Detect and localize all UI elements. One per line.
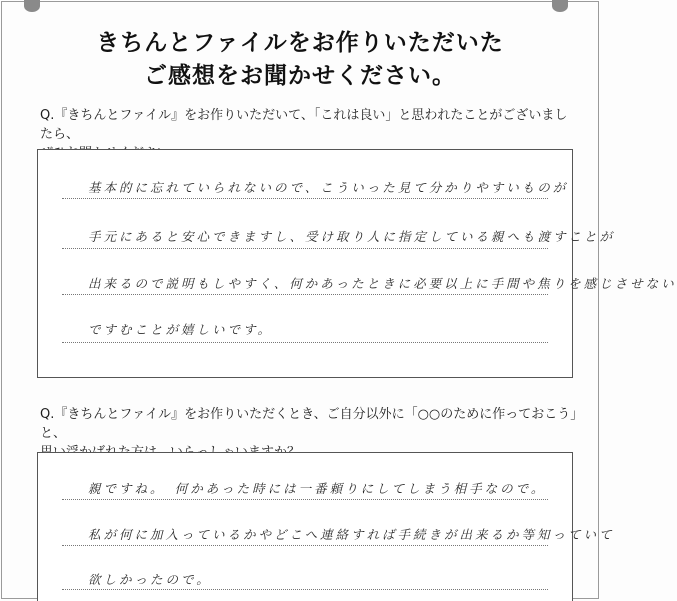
answer2-text-line: 親ですね。 何かあった時には一番頼りにしてしまう相手なので。 xyxy=(88,481,547,496)
answer1-rule xyxy=(62,248,548,249)
answer1-rule xyxy=(62,342,548,343)
answer2-text-line: 欲しかったので。 xyxy=(88,572,212,587)
answer1-text-line: ですむことが嬉しいです。 xyxy=(88,322,274,337)
answer1-rule xyxy=(62,294,548,295)
answer1-text-line: 出来るので説明もしやすく、何かあったときに必要以上に手間や焦りを感じさせない xyxy=(88,276,677,291)
answer2-text-line: 私が何に加入っているかやどこへ連絡すれば手続きが出来るか等知っていて xyxy=(88,527,615,542)
answer2-rule xyxy=(62,499,548,500)
answer1-text-line: 基本的に忘れていられないので、こういった見て分かりやすいものが xyxy=(88,180,569,195)
question2-line1: Q.『きちんとファイル』をお作りいただくとき、ご自分以外に「○○のために作っておこう」と、 xyxy=(40,407,577,441)
answer1-text-line: 手元にあると安心できますし、受け取り人に指定している親へも渡すことが xyxy=(88,229,616,244)
answer2-rule xyxy=(62,589,548,590)
answer2-box xyxy=(37,452,615,601)
page-title-line1: きちんとファイルをお作りいただいた xyxy=(96,30,504,56)
question1-line1: Q.『きちんとファイル』をお作りいただいて、「これは良い」と思われたことがございましたら、 xyxy=(40,108,568,142)
answer1-box xyxy=(37,149,677,378)
corner-doodle-right xyxy=(552,0,568,12)
corner-doodle-left xyxy=(24,0,40,12)
page-title-line2: ご感想をお聞かせください。 xyxy=(144,63,456,89)
answer2-rule xyxy=(62,545,548,546)
answer1-rule xyxy=(62,198,548,199)
